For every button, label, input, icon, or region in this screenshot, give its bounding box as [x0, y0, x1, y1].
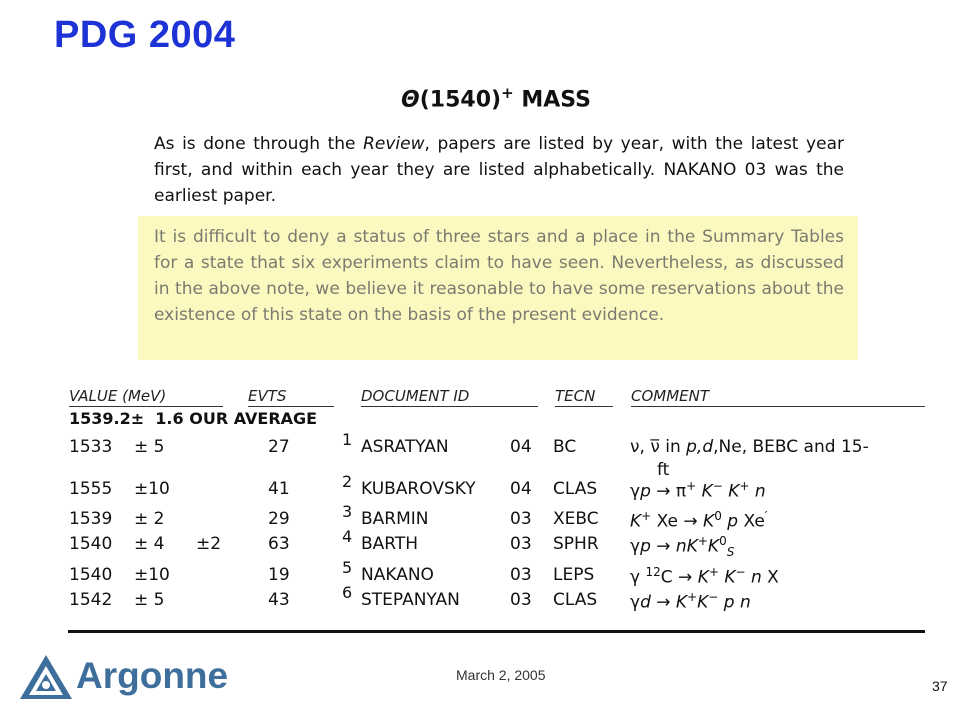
- average-error: 1.6: [155, 409, 184, 428]
- footer-date: March 2, 2005: [456, 667, 546, 683]
- header-underline-document: [361, 406, 538, 407]
- row3-document: BARMIN: [361, 509, 429, 529]
- row1-error: ± 5: [134, 437, 165, 457]
- row5-tecn: LEPS: [553, 565, 595, 585]
- mass-number: 12: [645, 565, 661, 579]
- table-bottom-rule: [68, 630, 925, 633]
- row2-evts: 41: [268, 479, 290, 499]
- gamma-symbol: γ: [630, 567, 641, 588]
- charge: +: [687, 590, 698, 604]
- intro-review: Review: [363, 134, 425, 154]
- row6-tecn: CLAS: [553, 590, 598, 610]
- gamma-symbol: γ: [630, 536, 641, 557]
- row5-year: 03: [510, 565, 532, 585]
- prime: ′: [764, 509, 768, 523]
- row1-year: 04: [510, 437, 532, 457]
- carbon: C: [660, 567, 673, 588]
- comment-rest: ,Ne, BEBC and 15-: [713, 437, 869, 457]
- row4-comment: [630, 534, 734, 559]
- header-underline-evts: [248, 406, 334, 407]
- average-label: OUR AVERAGE: [189, 409, 318, 428]
- kaon: K: [686, 536, 698, 557]
- row6-footnote: 6: [342, 583, 353, 602]
- charge: +: [697, 534, 708, 548]
- in-word: in: [659, 437, 687, 457]
- gamma-symbol: γ: [630, 481, 641, 502]
- row3-year: 03: [510, 509, 532, 529]
- proton: p: [727, 511, 739, 532]
- xenon: Xe: [656, 511, 678, 532]
- row5-document: NAKANO: [361, 565, 434, 585]
- proton: p: [640, 536, 651, 557]
- proton: p: [640, 481, 651, 502]
- row4-value: 1540: [69, 534, 113, 554]
- argonne-logo-text: Argonne: [76, 655, 229, 696]
- charge: 0: [714, 509, 722, 523]
- nu-symbol: ν,: [630, 437, 651, 457]
- heading-word: MASS: [513, 87, 591, 113]
- header-underline-tecn: [555, 406, 613, 407]
- row4-year: 03: [510, 534, 532, 554]
- row4-document: BARTH: [361, 534, 419, 554]
- header-underline-comment: [631, 406, 925, 407]
- charge: +: [708, 565, 719, 579]
- arrow: →: [650, 592, 676, 613]
- header-underline-value: [69, 406, 223, 407]
- row4-footnote: 4: [342, 527, 353, 546]
- charge: +: [686, 479, 697, 493]
- row2-year: 04: [510, 479, 532, 499]
- header-tecn: TECN: [555, 387, 596, 405]
- kaon: K: [697, 592, 709, 613]
- pion: π: [675, 481, 687, 502]
- row6-value: 1542: [69, 590, 113, 610]
- intro-part2: , papers are listed by year, with the latest year first, and within each year they are listed alphabetically. NAKANO 03 was the earliest paper.: [154, 134, 844, 206]
- short-subscript: S: [726, 545, 735, 560]
- arrow: →: [650, 536, 676, 557]
- average-value: 1539.2±: [69, 409, 145, 428]
- row1-document: ASRATYAN: [361, 437, 449, 457]
- targets: p,d: [686, 437, 714, 457]
- header-value: VALUE (MeV): [69, 387, 167, 405]
- kaon: K: [701, 481, 713, 502]
- row1-comment: [630, 437, 869, 457]
- row6-document: STEPANYAN: [361, 590, 460, 610]
- row2-value: 1555: [69, 479, 113, 499]
- heading-mass-value: (1540): [419, 87, 502, 113]
- row5-value: 1540: [69, 565, 113, 585]
- row3-footnote: 3: [342, 502, 353, 521]
- row6-year: 03: [510, 590, 532, 610]
- row1-value: 1533: [69, 437, 113, 457]
- neutron: n: [675, 536, 687, 557]
- neutron: n: [750, 567, 762, 588]
- row1-evts: 27: [268, 437, 290, 457]
- row2-tecn: CLAS: [553, 479, 598, 499]
- header-comment: COMMENT: [631, 387, 710, 405]
- header-document-id: DOCUMENT ID: [361, 387, 470, 405]
- theta-symbol: Θ: [401, 87, 420, 113]
- arrow: →: [677, 511, 704, 532]
- kaon: K: [630, 511, 642, 532]
- charge: −: [712, 479, 723, 493]
- slide-title: PDG 2004: [54, 14, 236, 56]
- arrow: →: [672, 567, 698, 588]
- nubar-symbol: ν̅: [650, 437, 660, 457]
- neutron: n: [754, 481, 766, 502]
- argonne-logo-icon: [18, 652, 74, 702]
- average-row: [69, 409, 317, 428]
- row2-document: KUBAROVSKY: [361, 479, 476, 499]
- row3-error: ± 2: [134, 509, 165, 529]
- section-heading: [0, 84, 960, 112]
- kaon: K: [697, 567, 709, 588]
- row3-tecn: XEBC: [553, 509, 599, 529]
- anything: X: [767, 567, 779, 588]
- row5-evts: 19: [268, 565, 290, 585]
- row6-comment: [630, 590, 751, 613]
- row3-evts: 29: [268, 509, 290, 529]
- arrow: →: [650, 481, 676, 502]
- heading-charge: +: [501, 84, 514, 102]
- row1-footnote: 1: [342, 430, 353, 449]
- xenon: Xe: [743, 511, 765, 532]
- row6-evts: 43: [268, 590, 290, 610]
- intro-part1: As is done through the: [154, 134, 364, 154]
- page-number: 37: [932, 678, 948, 694]
- charge: −: [708, 590, 719, 604]
- header-evts: EVTS: [248, 387, 287, 405]
- row2-comment: [630, 479, 766, 502]
- charge: −: [735, 565, 746, 579]
- row5-comment: [630, 565, 779, 588]
- row3-value: 1539: [69, 509, 113, 529]
- row4-error2: ±2: [196, 534, 222, 554]
- row4-error: ± 4: [134, 534, 165, 554]
- charge: +: [641, 509, 652, 523]
- row5-error: ±10: [134, 565, 170, 585]
- intro-paragraph: [154, 131, 844, 209]
- kaon: K: [728, 481, 740, 502]
- kaon: K: [703, 511, 715, 532]
- kaon: K: [724, 567, 736, 588]
- row1-tecn: BC: [553, 437, 577, 457]
- row1-comment-wrap: ft: [657, 460, 670, 480]
- row5-footnote: 5: [342, 558, 353, 577]
- kaon: K: [707, 536, 720, 557]
- deuteron: d: [640, 592, 651, 613]
- row2-error: ±10: [134, 479, 170, 499]
- charge: 0: [719, 534, 727, 548]
- charge: +: [739, 479, 750, 493]
- note-paragraph: It is difficult to deny a status of three stars and a place in the Summary Tables for a state that six experiments claim to have seen. Nevertheless, as discussed in the above note, we believe it reasonable to have some reservations about the existence of this state on the basis of the present evidence.: [154, 227, 844, 325]
- row3-comment: [630, 509, 768, 532]
- row6-error: ± 5: [134, 590, 165, 610]
- kaon: K: [675, 592, 688, 613]
- row4-evts: 63: [268, 534, 290, 554]
- gamma-symbol: γ: [630, 592, 641, 613]
- row2-footnote: 2: [342, 472, 353, 491]
- proton-neutron: p n: [723, 592, 751, 613]
- row4-tecn: SPHR: [553, 534, 599, 554]
